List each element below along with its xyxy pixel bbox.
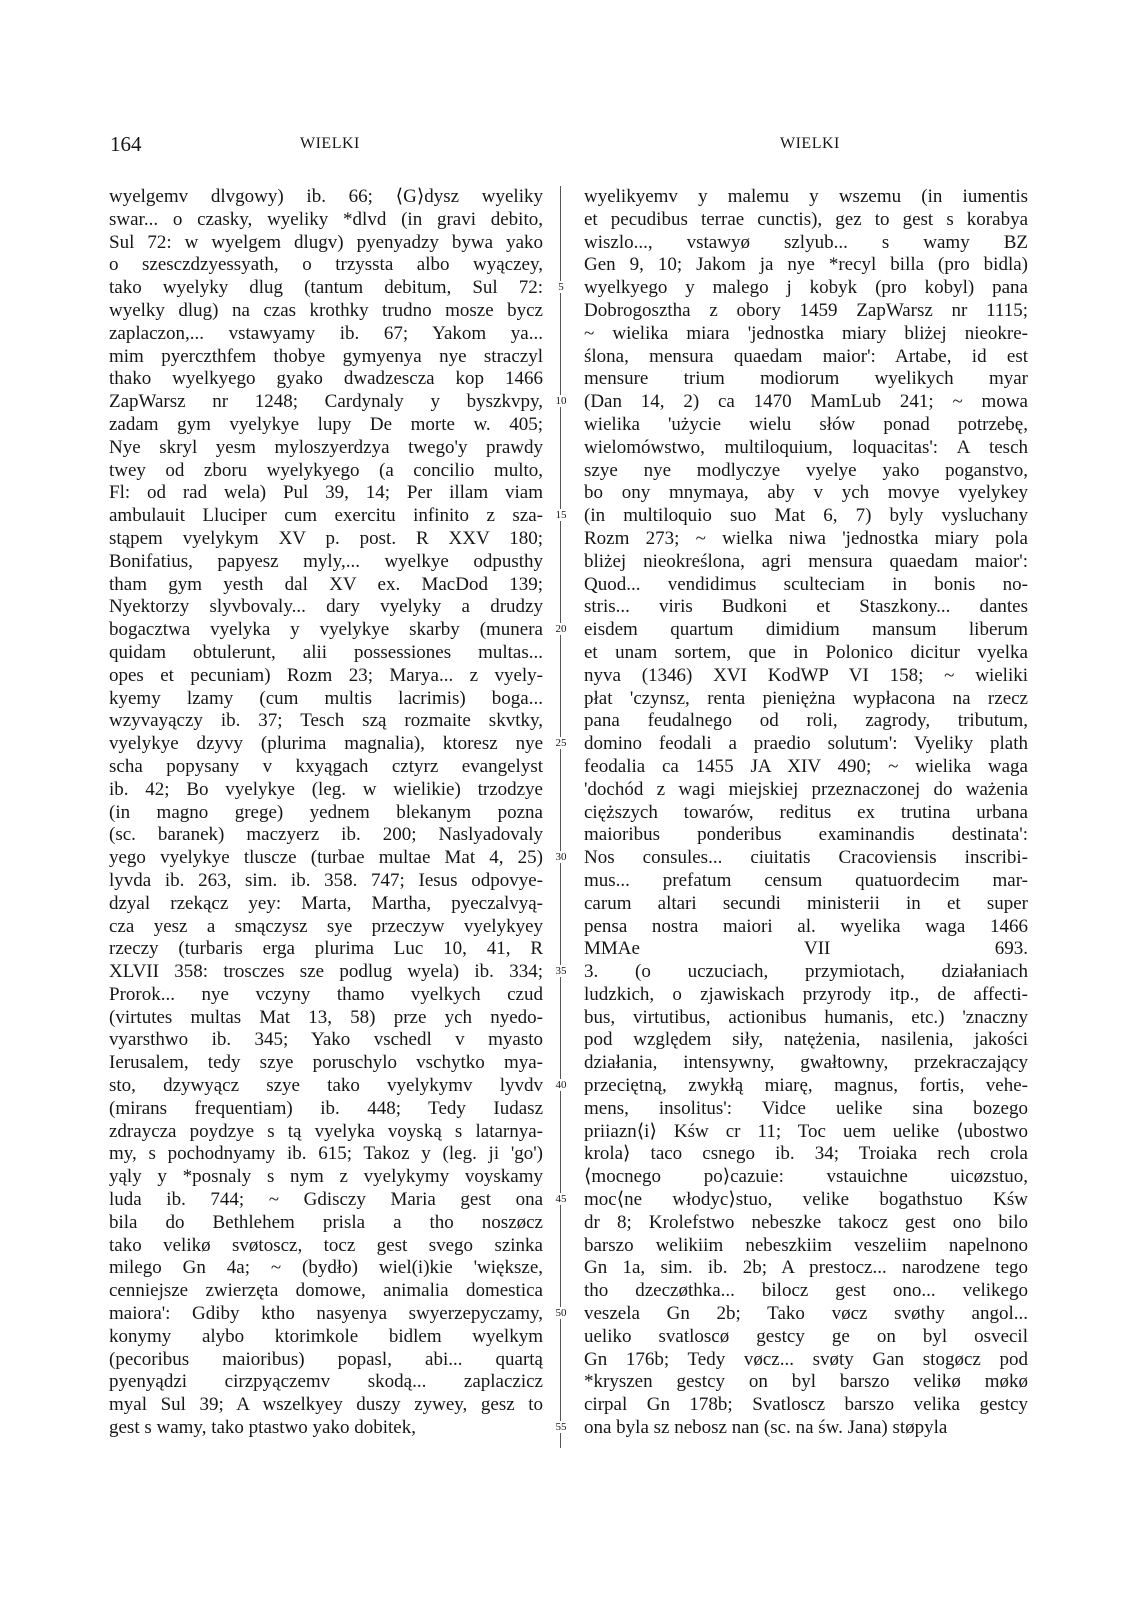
- text-line: Gn 176b; Tedy vøcz... svøty Gan stogøcz pod: [584, 1348, 1028, 1370]
- text-line: cenniejsze zwierzęta domowe, animalia domestica: [109, 1280, 543, 1302]
- line-number: 55: [550, 1421, 572, 1433]
- line-number: 30: [550, 851, 572, 863]
- page-number: 164: [110, 132, 142, 156]
- text-line: maiora': Gdiby ktho nasyenya swyerzepyczamy,: [109, 1303, 543, 1325]
- text-line: tho dzeczøthka... bilocz gest ono... velikego: [584, 1280, 1028, 1302]
- text-line: bila do Bethlehem prisla a tho noszøcz: [109, 1211, 543, 1233]
- text-line: cza yesz a smączysz sye przeczyw vyelykyey: [109, 915, 543, 937]
- text-line: thako wyelkyego gyako dwadzescza kop 1466: [109, 368, 543, 390]
- text-line: opes et pecuniam) Rozm 23; Marya... z vyely-: [109, 664, 543, 686]
- text-line: bliżej nieokreślona, agri mensura quaedam maior':: [584, 550, 1028, 572]
- text-line: (in magno grege) yednem blekanym pozna: [109, 801, 543, 823]
- text-line: ludzkich, o zjawiskach przyrody itp., de affecti-: [584, 983, 1028, 1005]
- text-line: ⟨mocnego po⟩cazuie: vstauichne uicøzstuo,: [584, 1166, 1028, 1188]
- text-line: bo ony mnymaya, aby v ych movye vyelykey: [584, 482, 1028, 504]
- text-line: Bonifatius, papyesz myly,... wyelkye odpusthy: [109, 550, 543, 572]
- text-line: wzyvayączy ib. 37; Tesch szą rozmaite skvtky,: [109, 710, 543, 732]
- text-line: ona byla sz nebosz nan (sc. na św. Jana) støpyla: [584, 1417, 948, 1439]
- text-line: (Dan 14, 2) ca 1470 MamLub 241; ~ mowa: [584, 391, 1028, 413]
- text-line: tako velikø svøtoscz, tocz gest svego szinka: [109, 1234, 543, 1256]
- text-line: cięższych towarów, reditus ex trutina urbana: [584, 801, 1028, 823]
- text-line: et unam sortem, que in Polonico dicitur vyelka: [584, 641, 1028, 663]
- running-head-left: WIELKI: [300, 135, 360, 152]
- text-line: vyarsthwo ib. 345; Yako vschedl v myasto: [109, 1029, 543, 1051]
- text-line: et pecudibus terrae cunctis), gez to gest s korabya: [584, 208, 1028, 230]
- text-line: ueliko svatloscø gestcy ge on byl osvecil: [584, 1325, 1028, 1347]
- text-line: wyelikyemv y malemu y wszemu (in iumentis: [584, 186, 1028, 207]
- text-line: Dobrogosztha z obory 1459 ZapWarsz nr 1115;: [584, 299, 1028, 321]
- text-line: veszela Gn 2b; Tako vøcz svøthy angol...: [584, 1303, 1028, 1325]
- text-line: Sul 72: w wyelgem dlugv) pyenyadzy bywa yako: [109, 231, 543, 253]
- text-line: maioribus ponderibus examinandis destinata':: [584, 824, 1028, 846]
- text-line: płat 'czynsz, renta pieniężna wypłacona na rzecz: [584, 687, 1028, 709]
- text-line: krola⟩ taco csnego ib. 34; Troiaka rech crola: [584, 1143, 1028, 1165]
- line-number: 35: [550, 965, 572, 977]
- line-number: 45: [550, 1193, 572, 1205]
- line-number: 25: [550, 737, 572, 749]
- line-number: 15: [550, 509, 572, 521]
- text-line: Gn 1a, sim. ib. 2b; A prestocz... narodzene tego: [584, 1257, 1028, 1279]
- text-line: mens, insolitus': Vidce uelike sina bozego: [584, 1097, 1028, 1119]
- text-line: milego Gn 4a; ~ (bydło) wiel(i)kie 'większe,: [109, 1257, 543, 1279]
- column-divider: [560, 186, 561, 1448]
- text-line: pana feudalnego od roli, zagrody, tributum,: [584, 710, 1028, 732]
- text-line: działania, intensywny, gwałtowny, przekraczający: [584, 1052, 1028, 1074]
- text-line: moc⟨ne włodyc⟩stuo, velike bogathstuo Kśw: [584, 1189, 1028, 1211]
- text-line: sto, dzywyącz szye tako vyelykymv lyvdv: [109, 1075, 543, 1097]
- text-line: (sc. baranek) maczyerz ib. 200; Naslyadovaly: [109, 824, 543, 846]
- text-line: Prorok... nye vczyny thamo vyelkych czud: [109, 983, 543, 1005]
- text-line: yąly y *posnaly s nym z vyelykymy voyskamy: [109, 1166, 543, 1188]
- text-line: stąpem vyelykym XV p. post. R XXV 180;: [109, 527, 543, 549]
- text-line: ambulauit Lluciper cum exercitu infinito z sza-: [109, 505, 543, 527]
- text-line: swar... o czasky, wyeliky *dlvd (in gravi debito,: [109, 208, 543, 230]
- text-line: rzeczy (turbaris erga plurima Luc 10, 41, R: [109, 938, 543, 960]
- text-line: Rozm 273; ~ wielka niwa 'jednostka miary pola: [584, 527, 1028, 549]
- text-line: zdraycza poydzye s tą vyelyka voyską s latarnya-: [109, 1120, 543, 1142]
- text-line: pod względem siły, natężenia, nasilenia, jakości: [584, 1029, 1028, 1051]
- text-line: *kryszen gestcy on byl barszo velikø møkø: [584, 1371, 1028, 1393]
- text-line: Gen 9, 10; Jakom ja nye *recyl billa (pro bidla): [584, 254, 1028, 276]
- text-line: XLVII 358: trosczes sze podlug wyela) ib. 334;: [109, 961, 543, 983]
- text-line: ZapWarsz nr 1248; Cardynaly y byszkvpy,: [109, 391, 543, 413]
- text-line: dr 8; Krolefstwo nebeszke takocz gest ono bilo: [584, 1211, 1028, 1233]
- text-line: 3. (o uczuciach, przymiotach, działaniach: [584, 961, 1028, 983]
- text-line: lyvda ib. 263, sim. ib. 358. 747; Iesus odpovye-: [109, 869, 543, 891]
- text-line: nyva (1346) XVI KodWP VI 158; ~ wieliki: [584, 664, 1028, 686]
- text-line: mim pyerczthfem thobye gymyenya nye straczyl: [109, 345, 543, 367]
- text-line: Nye skryl yesm myloszyerdzya twego'y prawdy: [109, 436, 543, 458]
- text-line: luda ib. 744; ~ Gdisczy Maria gest ona: [109, 1189, 543, 1211]
- text-line: tako wyelyky dlug (tantum debitum, Sul 72:: [109, 277, 543, 299]
- line-number: 50: [550, 1307, 572, 1319]
- text-line: (virtutes multas Mat 13, 58) prze ych nyedo-: [109, 1006, 543, 1028]
- text-line: eisdem quartum dimidium mansum liberum: [584, 619, 1028, 641]
- text-line: domino feodali a praedio solutum': Vyeliky plath: [584, 733, 1028, 755]
- text-line: quidam obtulerunt, alii possessiones multas...: [109, 641, 543, 663]
- text-line: Nos consules... ciuitatis Cracoviensis inscribi-: [584, 847, 1028, 869]
- text-line: wielomówstwo, multiloquium, loquacitas': A tesch: [584, 436, 1028, 458]
- text-line: gest s wamy, tako ptastwo yako dobitek,: [109, 1417, 416, 1439]
- text-line: carum altari secundi ministerii in et super: [584, 892, 1028, 914]
- text-line: 'dochód z wagi miejskiej przeznaczonej do ważenia: [584, 778, 1028, 800]
- text-line: MMAe VII 693.: [584, 938, 1028, 960]
- text-line: Quod... vendidimus sculteciam in bonis no-: [584, 573, 1028, 595]
- text-line: o szesczdzyessyath, o trzyssta albo wyączey,: [109, 254, 543, 276]
- text-line: dzyal rzekącz yey: Marta, Martha, pyeczalvyą-: [109, 892, 543, 914]
- text-line: bus, virtutibus, actionibus humanis, etc.) 'znaczny: [584, 1006, 1028, 1028]
- text-line: scha popysany v kxyągach cztyrz evangelyst: [109, 755, 543, 777]
- text-line: zaplaczon,... vstawyamy ib. 67; Yakom ya...: [109, 322, 543, 344]
- text-line: szye nye modlyczye vyelye yako poganstvo,: [584, 459, 1028, 481]
- left-column: [109, 186, 543, 1440]
- text-line: przeciętną, zwykłą miarę, magnus, fortis, vehe-: [584, 1075, 1028, 1097]
- text-line: priiazn⟨i⟩ Kśw cr 11; Toc uem uelike ⟨ubostwo: [584, 1120, 1028, 1142]
- text-line: wyelky dlug) na czas krothky trudno mosze bycz: [109, 299, 543, 321]
- text-line: pensa nostra maiori al. wyelika waga 1466: [584, 915, 1028, 937]
- text-line: yego vyelykye tlusczе (turbae multae Mat 4, 25): [109, 847, 543, 869]
- text-line: wyelkyego y malego j kobyk (pro kobyl) pana: [584, 277, 1028, 299]
- right-column: [584, 186, 1028, 1440]
- line-number: 20: [550, 623, 572, 635]
- text-line: (in multiloquio suo Mat 6, 7) byly vysluchany: [584, 505, 1028, 527]
- text-line: bogacztwa vyelyka y vyelykye skarby (munera: [109, 619, 543, 641]
- running-head-right: WIELKI: [780, 135, 840, 152]
- text-line: mensure trium modiorum wyelikych myar: [584, 368, 1028, 390]
- text-line: konymy alybo ktorimkole bidlem wyelkym: [109, 1325, 543, 1347]
- line-number: 5: [550, 281, 572, 293]
- text-line: (mirans frequentiam) ib. 448; Tedy Iudasz: [109, 1097, 543, 1119]
- line-number: 10: [550, 395, 572, 407]
- text-line: barszo welikiim nebeszkiim veszeliim napelnono: [584, 1234, 1028, 1256]
- text-line: my, s pochodnyamy ib. 615; Takoz y (leg. ji 'go'): [109, 1143, 543, 1165]
- text-line: cirpal Gn 178b; Svatloscz barszo velika gestcy: [584, 1394, 1028, 1416]
- text-line: Fl: od rad wela) Pul 39, 14; Per illam viam: [109, 482, 543, 504]
- text-line: kyemy lzamy (cum multis lacrimis) boga...: [109, 687, 543, 709]
- text-line: Nyektorzy slyvbovaly... dary vyelyky a drudzy: [109, 596, 543, 618]
- text-line: Ierusalem, tedy szye poruschylo vschytko mya-: [109, 1052, 543, 1074]
- text-line: stris... viris Budkoni et Staszkony... dantes: [584, 596, 1028, 618]
- text-line: wyelgemv dlvgowy) ib. 66; ⟨G⟩dysz wyeliky: [109, 186, 543, 207]
- text-line: ślona, mensura quaedam maior': Artabe, id est: [584, 345, 1028, 367]
- text-line: twey od zboru wyelykyego (a concilio multo,: [109, 459, 543, 481]
- text-line: zadam gym vyelykye lupy De morte w. 405;: [109, 413, 543, 435]
- text-line: wiszlo..., vstawyø szlyub... s wamy BZ: [584, 231, 1028, 253]
- text-line: wielika 'użycie wielu słów ponad potrzebę,: [584, 413, 1028, 435]
- text-line: ib. 42; Bo vyelykye (leg. w wielikie) trzodzye: [109, 778, 543, 800]
- text-line: vyelykye dzyvy (plurima magnalia), ktoresz nye: [109, 733, 543, 755]
- text-line: ~ wielika miara 'jednostka miary bliżej nieokre-: [584, 322, 1028, 344]
- text-line: mus... prefatum censum quatuordecim mar-: [584, 869, 1028, 891]
- text-line: (pecoribus maioribus) popasl, abi... quartą: [109, 1348, 543, 1370]
- text-line: feodalia ca 1455 JA XIV 490; ~ wielika waga: [584, 755, 1028, 777]
- text-line: pyenyądzi cirzpyączemv skodą... zaplaczicz: [109, 1371, 543, 1393]
- text-line: myal Sul 39; A wszelkyey duszy zywey, gesz to: [109, 1394, 543, 1416]
- line-number: 40: [550, 1079, 572, 1091]
- text-line: tham gym yesth dal XV ex. MacDod 139;: [109, 573, 543, 595]
